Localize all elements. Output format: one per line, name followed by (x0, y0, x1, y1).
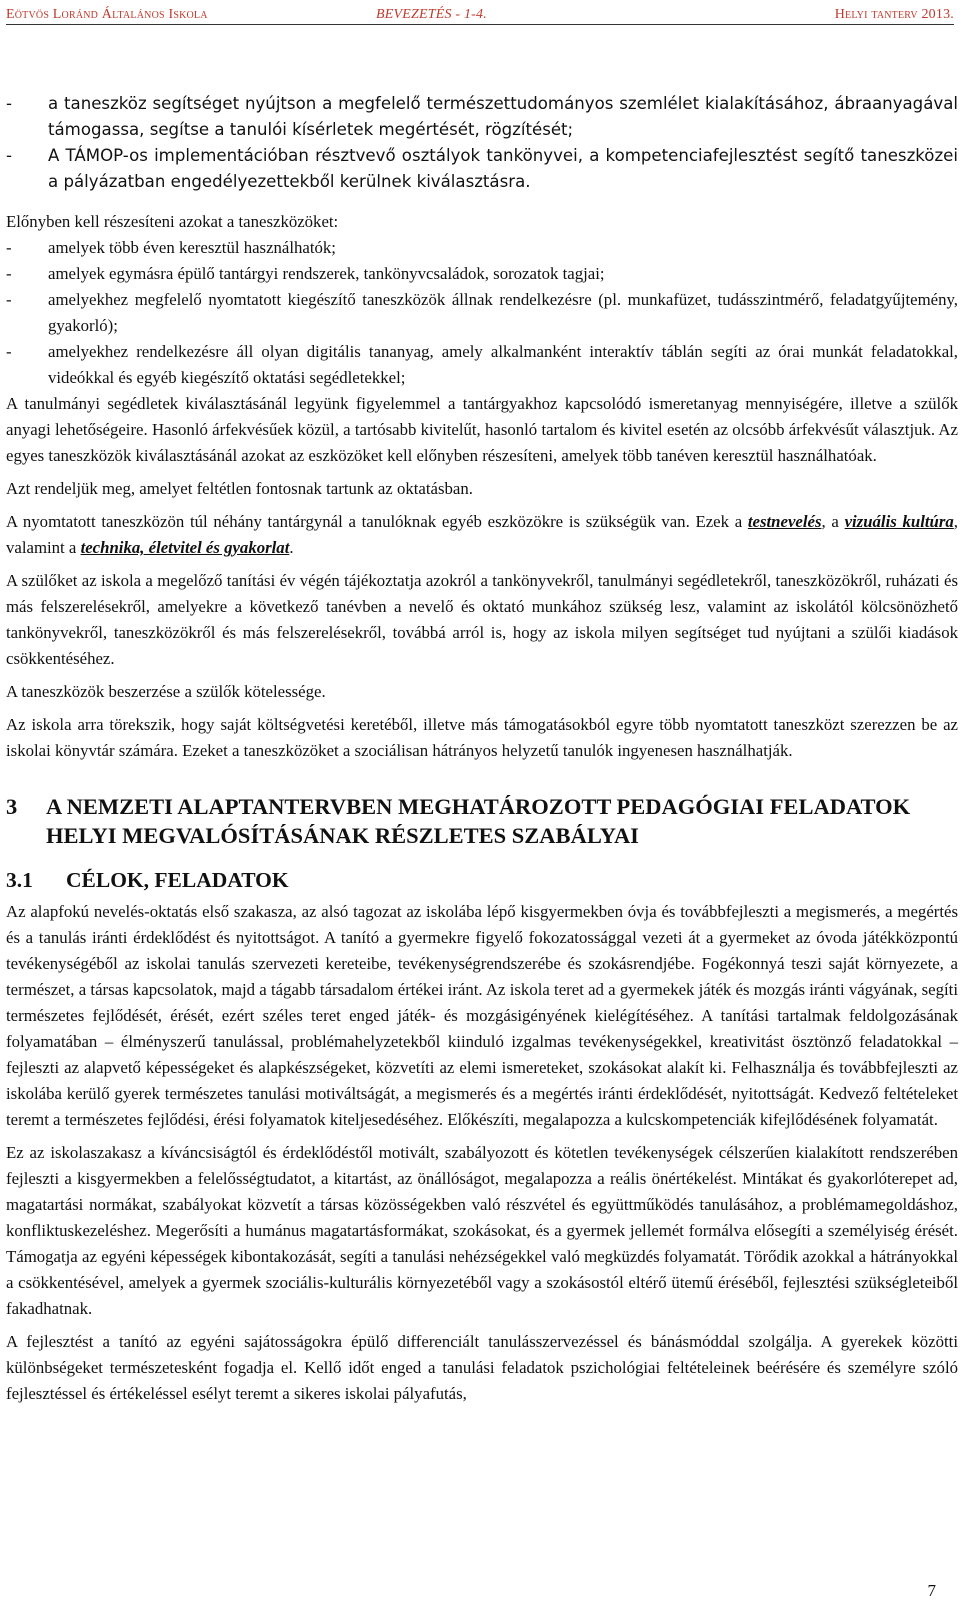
list-item-text: amelyek egymásra épülő tantárgyi rendszerek, tankönyvcsaládok, sorozatok tagjai; (48, 264, 605, 283)
section-3-1-heading (6, 866, 958, 894)
paragraph-goals-2: Ez az iskolaszakasz a kíváncsiságtól és érdeklődéstől motivált, szabályozott és kötetlen tevékenységek célszerűen kialakított rendszerében fejleszti a kisgyermekben a felelősségtudatot, a kitartást, az önállóságot, megalapozza a reális önértékelést. Mintákat és gyakorlóterepet ad, magatartási normákat, szabályokat közvetít a társas közösségekben való részvétel és együttműködés tanulásához, a problémamegoldáshoz, konfliktuskezeléshez. Megerősíti a humánus magatartásformákat, szokásokat, és a gyermek jellemét formálva elősegíti a személyiség érését. Támogatja az egyéni képességek kibontakozását, segíti a tanulási nehézségekkel való megküzdés folyamatát. Törődik azokkal a hátrányokkal a csökkentésével, amelyek a gyermek szociális-kulturális környezetéből vagy a szokásostól eltérő ütemű éréséből, fejlesztési szükségleteiből fakadhatnak. (6, 1143, 958, 1318)
list-item-text: amelyekhez rendelkezésre áll olyan digitális tananyag, amely alkalmanként interaktív táblán segíti az órai munkát feladatokkal, videókkal és egyéb kiegészítő oktatási segédletekkel; (48, 342, 958, 387)
section-title: A NEMZETI ALAPTANTERVBEN MEGHATÁROZOTT PEDAGÓGIAI FELADATOK HELYI MEGVALÓSÍTÁSÁNAK RÉSZLETES SZABÁLYAI (46, 794, 911, 848)
section-3-heading (6, 792, 958, 850)
list-item: - amelyek több éven keresztül használhatók; (6, 235, 958, 261)
subject-physical-education: testnevelés (747, 512, 822, 531)
subject-technology: technika, életvitel és gyakorlat (80, 538, 290, 557)
list-item: - amelyekhez megfelelő nyomtatott kiegészítő taneszközök állnak rendelkezésre (pl. munkafüzet, tudásszintmérő, feladatgyűjtemény, gyakorló); (6, 287, 958, 339)
paragraph-library: Az iskola arra törekszik, hogy saját költségvetési keretéből, illetve más támogatásokból egyre több nyomtatott taneszközt szerezzen be az iskolai könyvtár számára. Ezeket a taneszközöket a szociálisan hátrányos helyzetű tanulók ingyenesen használhatják. (6, 715, 958, 760)
subject-visual-culture: vizuális kultúra (844, 512, 954, 531)
list-item: - amelyekhez rendelkezésre áll olyan digitális tananyag, amely alkalmanként interaktív táblán segíti az órai munkát feladatokkal, videókkal és egyéb kiegészítő oktatási segédletekkel; (6, 339, 958, 391)
paragraph-other-tools: A nyomtatott taneszközön túl néhány tantárgynál a tanulóknak egyéb eszközökre is szükségük van. Ezek a testnevelés, a vizuális kultúra, valamint a technika, életvitel és gyakorlat. (6, 512, 958, 557)
header-school: Eötvös Loránd Általános Iskola (6, 7, 208, 22)
page-content (6, 91, 958, 1407)
preference-lead: Előnyben kell részesíteni azokat a taneszközöket: (6, 212, 339, 231)
paragraph-parents-duty: A taneszközök beszerzése a szülők kötelessége. (6, 682, 326, 701)
list-item-text: amelyek több éven keresztül használhatók; (48, 238, 336, 257)
list-item-text: amelyekhez megfelelő nyomtatott kiegészítő taneszközök állnak rendelkezésre (pl. munkafüzet, tudásszintmérő, feladatgyűjtemény, gyakorló); (48, 290, 958, 335)
subsection-title: CÉLOK, FELADATOK (66, 868, 289, 892)
header-section: BEVEZETÉS - 1-4. (376, 7, 487, 22)
paragraph-ordering: Azt rendeljük meg, amelyet feltétlen fontosnak tartunk az oktatásban. (6, 479, 473, 498)
paragraph-aids-selection: A tanulmányi segédletek kiválasztásánál legyünk figyelemmel a tantárgyakhoz kapcsolódó ismeretanyag mennyiségére, illetve a szülők anyagi lehetőségeire. Hasonló árfekvésűek közül, a tartósabb kivitelűt, hasonló tartalom és kivitel esetén az olcsóbb árfekvésűt választjuk. Az egyes taneszközök kiválasztásánál azokat az eszközöket kell előnyben részesíteni, amelyek több tanéven keresztül használhatóak. (6, 394, 958, 465)
page-header (6, 4, 954, 25)
subsection-number: 3.1 (6, 868, 33, 892)
page-number: 7 (927, 1581, 936, 1600)
list-item-text: A TÁMOP-os implementációban résztvevő osztályok tankönyvei, a kompetenciafejlesztést segítő taneszközei a pályázatban engedélyezettekből kerülnek kiválasztásra. (48, 146, 958, 191)
list-item: - A TÁMOP-os implementációban résztvevő osztályok tankönyvei, a kompetenciafejlesztést segítő taneszközei a pályázatban engedélyezettekből kerülnek kiválasztásra. (6, 143, 958, 195)
header-doc-title: Helyi tanterv 2013. (834, 7, 954, 22)
paragraph-parents-info: A szülőket az iskola a megelőző tanítási év végén tájékoztatja azokról a tankönyvekről, tanulmányi segédletekről, taneszközökről, ruházati és más felszerelésekről, amelyekre a következő tanévben a nevelő és oktató munkához szükség lesz, valamint az iskolától kölcsönözhető tankönyvekről, taneszközökről és más felszerelésekről, továbbá arról is, hogy az iskola milyen segítséget tud nyújtani a szülői kiadások csökkentéséhez. (6, 571, 958, 668)
list-item: - amelyek egymásra épülő tantárgyi rendszerek, tankönyvcsaládok, sorozatok tagjai; (6, 261, 958, 287)
list-item: - a taneszköz segítséget nyújtson a megfelelő természettudományos szemlélet kialakításához, ábraanyagával támogassa, segítse a tanulói kísérletek megértését, rögzítését; (6, 91, 958, 143)
intro-bullet-list (6, 91, 958, 195)
paragraph-goals-1: Az alapfokú nevelés-oktatás első szakasza, az alsó tagozat az iskolába lépő kisgyermekben óvja és továbbfejleszti a megismerés, a megértés és a tanulás iránti érdeklődést és nyitottságot. A tanító a gyermekre figyelő fokozatossággal vezeti át a gyermeket az óvoda játékközpontú tevékenységéből az iskolai tanulás szervezeti kereteibe, tevékenységrendszerébe és szokásrendjébe. Fogékonnyá teszi saját környezete, a természet, a társas kapcsolatok, majd a tágabb társadalom értékei iránt. Az iskola teret ad a gyermekek játék és mozgás iránti vágyának, segíti természetes fejlődését, érését, ezért széles teret enged játék- és mozgásigényének kielégítéséhez. A tanítási tartalmak feldolgozásának folyamatában – élményszerű tanulással, problémahelyzetekből kiinduló izgalmas tevékenységekkel, kreativitást ösztönző feladatokkal – fejleszti az alapvető képességeket és alapkészségeket, közvetíti az elemi ismereteket, szokásokat alakít ki. Felhasználja és továbbfejleszti az iskolába kerülő gyerek természetes tanulási motiváltságát, a megismerés és a megértés iránti érdeklődését, nyitottságát. Kedvező feltételeket teremt a természetes fejlődési, érési folyamatok kiteljesedéséhez. Előkészíti, megalapozza a kulcskompetenciák kifejlődésének folyamatát. (6, 902, 958, 1129)
list-item-text: a taneszköz segítséget nyújtson a megfelelő természettudományos szemlélet kialakításához, ábraanyagával támogassa, segítse a tanulói kísérletek megértését, rögzítését; (48, 94, 958, 139)
preference-block (6, 209, 958, 1407)
section-number: 3 (6, 794, 18, 819)
paragraph-goals-3: A fejlesztést a tanító az egyéni sajátosságokra épülő differenciált tanulásszervezéssel és bánásmóddal szolgálja. A gyerekek közötti különbségeket természetesként fogadja el. Kellő időt enged a tanulási feladatok pszichológiai feltételeinek beérésére és személyre szóló fejlesztéssel és értékeléssel esélyt teremt a sikeres iskolai pályafutás, (6, 1332, 958, 1403)
